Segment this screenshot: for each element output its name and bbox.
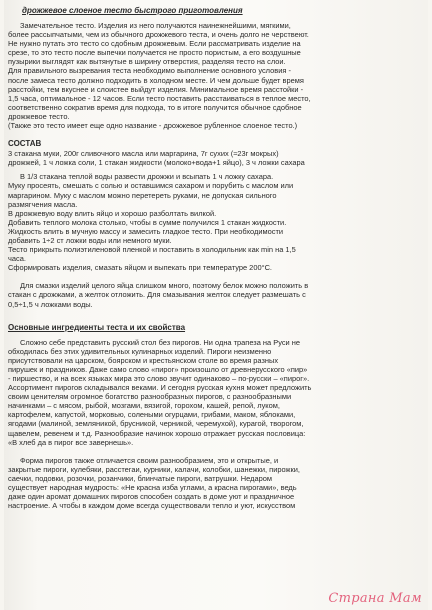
text-line: (Также это тесто имеет еще одно название - дрожжевое рубленное слоеное тесто.) bbox=[8, 121, 298, 131]
spacer bbox=[8, 309, 428, 318]
text-line: расстойки, тем вкуснее и слоистее выйдут изделия. Минимальное время расстойки - bbox=[8, 84, 304, 94]
text-line: ягодами (малиной, земляникой, брусникой, черникой, черемухой), курагой, творогом, bbox=[8, 419, 304, 429]
steps-paragraph bbox=[8, 172, 428, 272]
page-title: дрожжевое слоеное тесто быстрого приготовления bbox=[22, 6, 243, 15]
text-line: картофелем, капустой, морковью, солеными огурцами, грибами, маком, яблоками, bbox=[8, 410, 296, 420]
text-line: дрожжевое тесто. bbox=[8, 111, 70, 121]
spacer bbox=[8, 130, 428, 139]
text-line: Сформировать изделия, смазать яйцом и выпекать при температуре 200°С. bbox=[8, 263, 273, 273]
text-line: Тесто прикрыть полиэтиленовой пленкой и поставить в холодильник как min на 1,5 bbox=[8, 245, 296, 255]
text-line: 0,5÷1,5 ч ложками воды. bbox=[8, 299, 93, 309]
text-line: начинками – с мясом, рыбой, мозгами, вязигой, горохом, кашей, репой, луком, bbox=[8, 401, 280, 411]
text-line: закрытые пироги, кулебяки, расстегаи, курники, калачи, колобки, шанежки, пирожки, bbox=[8, 464, 300, 474]
text-line: Замечательное тесто. Изделия из него получаются наинежнейшими, мягкими, bbox=[20, 21, 291, 30]
site-watermark: Страна Мам bbox=[328, 591, 422, 606]
text-line: Не нужно путать это тесто со сдобным дрожжевым. Если рассматривать изделие на bbox=[8, 39, 301, 49]
text-line: пирушек и праздников. Даже само слово «пирог» произошло от древнерусского «пир» bbox=[8, 364, 308, 374]
text-line: более рассыпчатыми, чем из обычного дрожжевого теста, и очень долго не черствеют. bbox=[8, 30, 309, 40]
section-heading: Основные ингредиенты теста и их свойства bbox=[8, 322, 186, 332]
text-line: часа. bbox=[8, 254, 26, 264]
text-line: Сложно себе представить русский стол без пирогов. Ни одна трапеза на Руси не bbox=[20, 337, 301, 347]
text-line: обходилась без этих удивительных кулинарных изделий. Пироги неизменно bbox=[8, 346, 272, 356]
history-paragraph bbox=[8, 338, 428, 447]
text-line: стакан с дрожжами, а желток отложить. Для смазывания желток следует размешать с bbox=[8, 290, 306, 300]
text-line: В 1/3 стакана теплой воды развести дрожжи и всыпать 1 ч ложку сахара. bbox=[20, 172, 274, 182]
text-line: - пиршество, и на всех языках мира это слово звучит одинаково – по-русски – «пирог». bbox=[8, 374, 310, 383]
intro-paragraph bbox=[8, 21, 428, 130]
text-line: даже один аромат домашних пирогов способен создать в доме уют и праздничное bbox=[8, 492, 295, 502]
text-line: дрожжей, 1 ч ложка соли, 1 стакан жидкости (молоко+вода+1 яйцо), 3 ч ложки сахара bbox=[8, 158, 305, 168]
text-line: добавить 1÷2 ст ложки воды или немного муки. bbox=[8, 235, 172, 245]
text-line: В дрожжевую воду влить яйцо и хорошо разболтать вилкой. bbox=[8, 208, 217, 218]
text-line: размягчения масла. bbox=[8, 199, 78, 209]
text-line: маргарином. Муку с маслом можно перетереть руками, не допуская сильного bbox=[8, 190, 277, 200]
text-line: настроение. А чтобы в каждом доме всегда существовали тепло и уют, искусством bbox=[8, 501, 296, 511]
text-line: Форма пирогов также отличается своим разнообразием, это и открытые, и bbox=[20, 455, 279, 465]
text-line: щавелем, ревенем и т.д. Разнообразие начинок хорошо отражает русская пословица: bbox=[8, 428, 306, 438]
composition-heading: СОСТАВ bbox=[8, 139, 42, 149]
text-line: Для смазки изделий целого яйца слишком много, поэтому белок можно положить в bbox=[20, 281, 309, 291]
text-line: 1,5 часа, оптимальное - 12 часов. Если тесто поставить расстаиваться в теплое место, bbox=[8, 93, 311, 103]
spacer bbox=[8, 272, 428, 281]
document-page bbox=[4, 0, 428, 610]
text-line: срезе, то это тесто после выпечки получается не просто пористым, а его воздушные bbox=[8, 48, 301, 58]
text-line: Муку просеять, смешать с солью и оставшимся сахаром и порубить с маслом или bbox=[8, 181, 294, 191]
text-line: присутствовали на царском, боярском и крестьянском столе во время разных bbox=[8, 355, 279, 365]
text-line: Для правильного вызревания теста необходимо выполнение основного условия - bbox=[8, 66, 291, 76]
document-content bbox=[8, 6, 428, 510]
text-line: Жидкость влить в мучную массу и замесить гладкое тесто. При необходимости bbox=[8, 226, 284, 236]
text-line: пузырики выглядят как вытянутые в ширину отверстия, разделяя тесто на слои. bbox=[8, 57, 286, 67]
text-line: соответственно сократив время для подхода, то в итоге получится обычное сдобное bbox=[8, 102, 302, 112]
text-line: своим ценителям огромное богатство разнообразных пирогов, с разнообразными bbox=[8, 392, 292, 402]
text-line: после замеса тесто должно подходить в холодном месте. И чем дольше будет время bbox=[8, 75, 304, 85]
spacer bbox=[8, 447, 428, 456]
forms-paragraph bbox=[8, 456, 428, 511]
glaze-paragraph bbox=[8, 281, 428, 308]
text-line: саечки, подовки, розочки, розанчики, блинчатые пироги, ватрушки. Недаром bbox=[8, 473, 272, 483]
text-line: «В хлеб да в пирог все завернешь». bbox=[8, 437, 134, 447]
text-line: Ассортимент пирогов складывался веками. И сегодня русская кухня может предложить bbox=[8, 383, 312, 393]
text-line: Добавить теплого молока столько, чтобы в сумме получился 1 стакан жидкости. bbox=[8, 217, 287, 227]
text-line: 3 стакана муки, 200г сливочного масла или маргарина, 7г сухих (≈23г мокрых) bbox=[8, 149, 279, 159]
text-line: существует народная мудрость: «Не красна изба углами, а красна пирогами», ведь bbox=[8, 483, 297, 493]
